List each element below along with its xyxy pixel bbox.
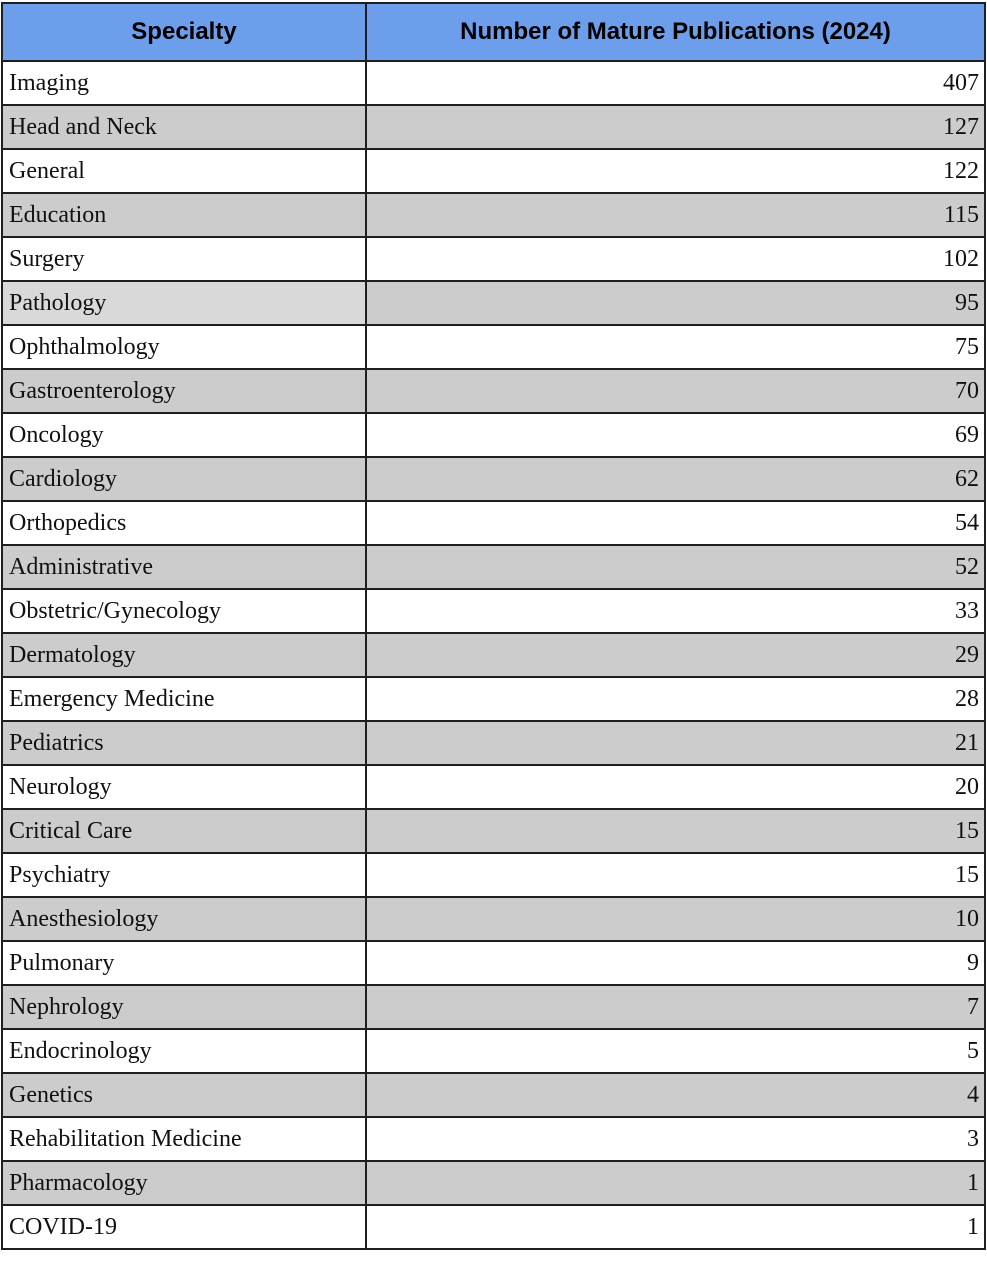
publication-count-cell: 9 (366, 941, 985, 985)
specialty-cell: Emergency Medicine (2, 677, 366, 721)
table-row (2, 721, 985, 765)
specialty-cell: Genetics (2, 1073, 366, 1117)
publication-count-cell: 20 (366, 765, 985, 809)
publication-count-cell: 7 (366, 985, 985, 1029)
table-row (2, 1029, 985, 1073)
table-row (2, 149, 985, 193)
publication-count-cell: 407 (366, 61, 985, 105)
publication-count-cell: 69 (366, 413, 985, 457)
table-row (2, 413, 985, 457)
table-row (2, 589, 985, 633)
table-row (2, 369, 985, 413)
specialty-cell: Cardiology (2, 457, 366, 501)
specialty-cell: Education (2, 193, 366, 237)
header-specialty: Specialty (2, 3, 366, 61)
specialty-cell: Pathology (2, 281, 366, 325)
publication-count-cell: 62 (366, 457, 985, 501)
specialty-cell: Neurology (2, 765, 366, 809)
specialty-cell: Obstetric/Gynecology (2, 589, 366, 633)
table-row (2, 1073, 985, 1117)
table-row (2, 545, 985, 589)
publication-count-cell: 115 (366, 193, 985, 237)
table-body (2, 61, 985, 1249)
specialty-cell: Psychiatry (2, 853, 366, 897)
specialty-cell: General (2, 149, 366, 193)
specialty-cell: Pediatrics (2, 721, 366, 765)
publication-count-cell: 3 (366, 1117, 985, 1161)
specialty-cell: Rehabilitation Medicine (2, 1117, 366, 1161)
header-row (2, 3, 985, 61)
specialty-cell: Pulmonary (2, 941, 366, 985)
publication-count-cell: 15 (366, 853, 985, 897)
table-row (2, 853, 985, 897)
publication-count-cell: 28 (366, 677, 985, 721)
table-row (2, 677, 985, 721)
specialty-cell: Pharmacology (2, 1161, 366, 1205)
table-row (2, 1161, 985, 1205)
publication-count-cell: 54 (366, 501, 985, 545)
publication-count-cell: 5 (366, 1029, 985, 1073)
table-row (2, 281, 985, 325)
specialty-cell: COVID-19 (2, 1205, 366, 1249)
publication-count-cell: 1 (366, 1205, 985, 1249)
table-row (2, 1117, 985, 1161)
publication-count-cell: 4 (366, 1073, 985, 1117)
table-row (2, 765, 985, 809)
table-row (2, 325, 985, 369)
table-row (2, 1205, 985, 1249)
table-row (2, 897, 985, 941)
publication-count-cell: 1 (366, 1161, 985, 1205)
header-publication-count: Number of Mature Publications (2024) (366, 3, 985, 61)
specialty-cell: Anesthesiology (2, 897, 366, 941)
specialty-cell: Oncology (2, 413, 366, 457)
table-row (2, 237, 985, 281)
specialty-cell: Nephrology (2, 985, 366, 1029)
specialty-cell: Dermatology (2, 633, 366, 677)
publication-count-cell: 102 (366, 237, 985, 281)
table-row (2, 193, 985, 237)
table-row (2, 457, 985, 501)
specialty-cell: Head and Neck (2, 105, 366, 149)
specialty-cell: Imaging (2, 61, 366, 105)
publication-count-cell: 29 (366, 633, 985, 677)
specialty-cell: Surgery (2, 237, 366, 281)
publication-count-cell: 21 (366, 721, 985, 765)
publications-table (1, 2, 986, 1250)
table-row (2, 941, 985, 985)
specialty-cell: Gastroenterology (2, 369, 366, 413)
publication-count-cell: 122 (366, 149, 985, 193)
publication-count-cell: 70 (366, 369, 985, 413)
publication-count-cell: 10 (366, 897, 985, 941)
specialty-cell: Administrative (2, 545, 366, 589)
publication-count-cell: 127 (366, 105, 985, 149)
table-row (2, 501, 985, 545)
publication-count-cell: 15 (366, 809, 985, 853)
publication-count-cell: 52 (366, 545, 985, 589)
table-row (2, 633, 985, 677)
specialty-cell: Ophthalmology (2, 325, 366, 369)
publication-count-cell: 33 (366, 589, 985, 633)
table-row (2, 809, 985, 853)
publication-count-cell: 75 (366, 325, 985, 369)
table-row (2, 985, 985, 1029)
specialty-cell: Critical Care (2, 809, 366, 853)
table-row (2, 105, 985, 149)
publication-count-cell: 95 (366, 281, 985, 325)
table-row (2, 61, 985, 105)
specialty-cell: Orthopedics (2, 501, 366, 545)
specialty-cell: Endocrinology (2, 1029, 366, 1073)
